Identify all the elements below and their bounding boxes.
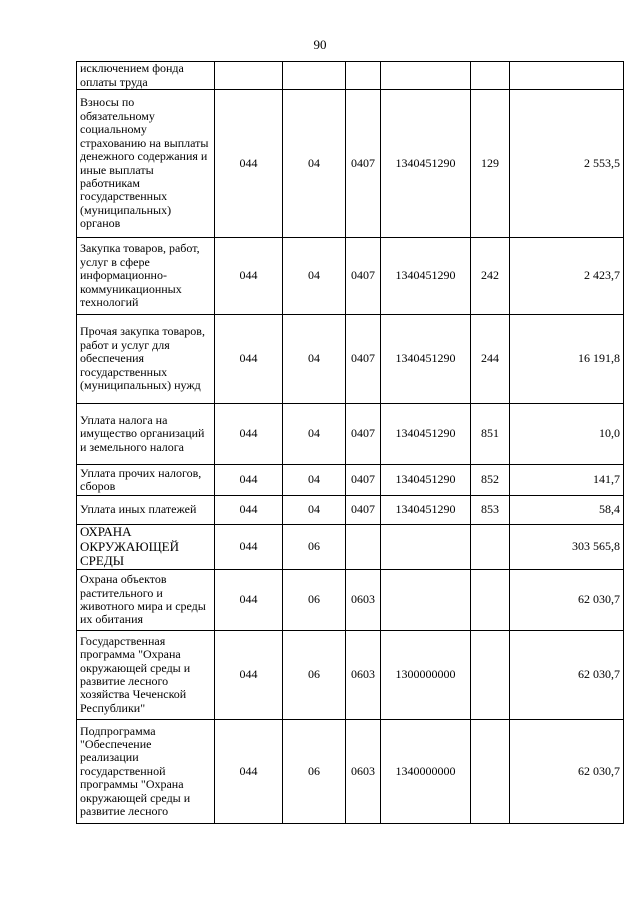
row-pr (346, 525, 381, 570)
row-vr: 129 (471, 90, 510, 238)
row-rz: 04 (283, 404, 346, 465)
row-rz: 04 (283, 238, 346, 315)
row-name: Взносы по обязательному социальному страхованию на выплаты денежного содержания и иные выплаты работникам государственных (муниципальных) органов (77, 90, 215, 238)
row-sum: 58,4 (510, 496, 624, 525)
row-csr: 1340451290 (381, 496, 471, 525)
row-rz (283, 62, 346, 90)
row-vr (471, 570, 510, 631)
row-gr: 044 (215, 90, 283, 238)
row-pr: 0407 (346, 315, 381, 404)
row-sum: 62 030,7 (510, 570, 624, 631)
row-rz: 04 (283, 465, 346, 496)
row-name: Охрана объектов растительного и животного мира и среды их обитания (77, 570, 215, 631)
row-vr (471, 525, 510, 570)
row-sum (510, 62, 624, 90)
row-vr: 851 (471, 404, 510, 465)
row-csr: 1340451290 (381, 90, 471, 238)
row-rz: 04 (283, 90, 346, 238)
row-sum: 10,0 (510, 404, 624, 465)
row-rz: 06 (283, 631, 346, 720)
row-csr (381, 570, 471, 631)
row-vr: 852 (471, 465, 510, 496)
row-pr (346, 62, 381, 90)
row-pr: 0407 (346, 238, 381, 315)
row-gr: 044 (215, 570, 283, 631)
row-name: Государственная программа "Охрана окружающей среды и развитие лесного хозяйства Чеченской Республики" (77, 631, 215, 720)
row-pr: 0407 (346, 496, 381, 525)
row-vr: 853 (471, 496, 510, 525)
page-number: 90 (313, 37, 327, 52)
row-csr: 1340451290 (381, 238, 471, 315)
row-pr: 0603 (346, 570, 381, 631)
row-name: Уплата иных платежей (77, 496, 215, 525)
row-gr: 044 (215, 496, 283, 525)
row-rz: 06 (283, 525, 346, 570)
row-gr: 044 (215, 238, 283, 315)
budget-table (76, 61, 624, 824)
row-name: Подпрограмма "Обеспечение реализации государственной программы "Охрана окружающей среды и развитие лесного (77, 720, 215, 824)
row-csr: 1340451290 (381, 315, 471, 404)
row-vr (471, 62, 510, 90)
table-row (77, 315, 624, 404)
row-rz: 04 (283, 315, 346, 404)
row-vr: 244 (471, 315, 510, 404)
row-sum: 62 030,7 (510, 720, 624, 824)
row-name: Уплата налога на имущество организаций и земельного налога (77, 404, 215, 465)
row-sum: 303 565,8 (510, 525, 624, 570)
row-gr: 044 (215, 465, 283, 496)
table-row (77, 465, 624, 496)
row-pr: 0407 (346, 465, 381, 496)
row-name: Уплата прочих налогов, сборов (77, 465, 215, 496)
row-gr: 044 (215, 631, 283, 720)
row-sum: 2 423,7 (510, 238, 624, 315)
table-row (77, 720, 624, 824)
row-sum: 16 191,8 (510, 315, 624, 404)
row-gr: 044 (215, 315, 283, 404)
table-row (77, 90, 624, 238)
row-gr: 044 (215, 404, 283, 465)
row-sum: 62 030,7 (510, 631, 624, 720)
table-row (77, 62, 624, 90)
table-row (77, 631, 624, 720)
row-pr: 0407 (346, 90, 381, 238)
table-row (77, 496, 624, 525)
row-gr: 044 (215, 720, 283, 824)
row-vr: 242 (471, 238, 510, 315)
row-pr: 0603 (346, 720, 381, 824)
row-rz: 04 (283, 496, 346, 525)
row-name: исключением фонда оплаты труда (77, 62, 215, 90)
row-csr: 1300000000 (381, 631, 471, 720)
row-name: ОХРАНА ОКРУЖАЮЩЕЙ СРЕДЫ (77, 525, 215, 570)
row-sum: 141,7 (510, 465, 624, 496)
row-rz: 06 (283, 570, 346, 631)
row-name: Прочая закупка товаров, работ и услуг для обеспечения государственных (муниципальных) нужд (77, 315, 215, 404)
table-row (77, 570, 624, 631)
row-csr (381, 525, 471, 570)
row-sum: 2 553,5 (510, 90, 624, 238)
row-vr (471, 631, 510, 720)
row-vr (471, 720, 510, 824)
row-name: Закупка товаров, работ, услуг в сфере информационно-коммуникационных технологий (77, 238, 215, 315)
table-row (77, 238, 624, 315)
row-csr (381, 62, 471, 90)
table-row (77, 404, 624, 465)
row-csr: 1340451290 (381, 404, 471, 465)
row-csr: 1340000000 (381, 720, 471, 824)
row-pr: 0407 (346, 404, 381, 465)
row-csr: 1340451290 (381, 465, 471, 496)
row-rz: 06 (283, 720, 346, 824)
row-gr (215, 62, 283, 90)
table-row (77, 525, 624, 570)
row-pr: 0603 (346, 631, 381, 720)
row-gr: 044 (215, 525, 283, 570)
